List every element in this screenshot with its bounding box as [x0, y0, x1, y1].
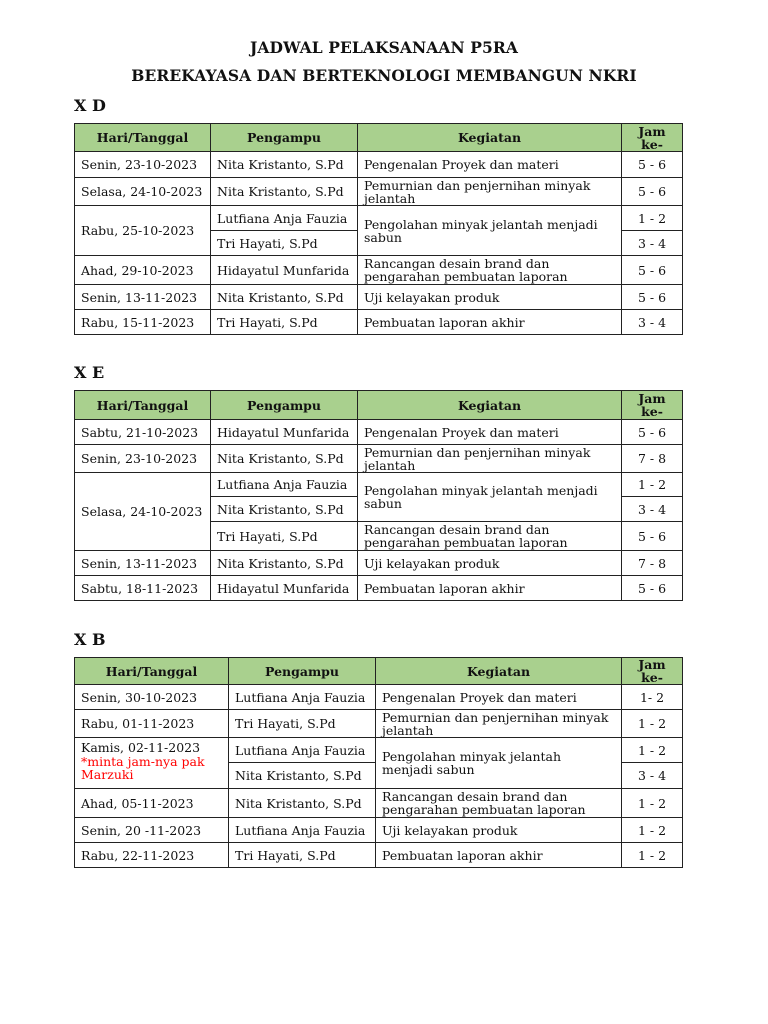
cell-pengampu: Tri Hayati, S.Pd — [211, 310, 358, 335]
cell-pengampu: Nita Kristanto, S.Pd — [211, 152, 358, 178]
cell-kegiatan: Rancangan desain brand dan pengarahan pembuatan laporan — [358, 522, 622, 551]
cell-pengampu: Tri Hayati, S.Pd — [211, 231, 358, 256]
cell-kegiatan: Pengolahan minyak jelantah menjadi sabun — [358, 473, 622, 522]
table-row — [75, 285, 683, 310]
header-hari-tanggal: Hari/Tanggal — [75, 124, 211, 152]
cell-jam: 5 - 6 — [622, 285, 683, 310]
cell-jam: 1 - 2 — [622, 710, 683, 738]
table-row — [75, 420, 683, 445]
cell-pengampu: Nita Kristanto, S.Pd — [211, 285, 358, 310]
cell-kegiatan: Rancangan desain brand dan pengarahan pembuatan laporan — [376, 789, 622, 818]
header-kegiatan: Kegiatan — [358, 124, 622, 152]
cell-pengampu: Nita Kristanto, S.Pd — [229, 763, 376, 789]
table-row — [75, 473, 683, 497]
cell-pengampu: Hidayatul Munfarida — [211, 420, 358, 445]
cell-jam: 3 - 4 — [622, 497, 683, 522]
table-row — [75, 256, 683, 285]
cell-jam: 3 - 4 — [622, 231, 683, 256]
cell-tanggal: Senin, 23-10-2023 — [75, 445, 211, 473]
cell-pengampu: Lutfiana Anja Fauzia — [211, 206, 358, 231]
cell-tanggal: Sabtu, 18-11-2023 — [75, 576, 211, 601]
cell-kegiatan: Uji kelayakan produk — [358, 551, 622, 576]
cell-jam: 7 - 8 — [622, 445, 683, 473]
cell-pengampu: Tri Hayati, S.Pd — [229, 843, 376, 868]
cell-kegiatan: Pemurnian dan penjernihan minyak jelantah — [358, 178, 622, 206]
cell-jam: 7 - 8 — [622, 551, 683, 576]
cell-pengampu: Lutfiana Anja Fauzia — [211, 473, 358, 497]
cell-pengampu: Nita Kristanto, S.Pd — [211, 551, 358, 576]
schedule-table-xe — [74, 390, 683, 601]
cell-tanggal: Rabu, 15-11-2023 — [75, 310, 211, 335]
table-row — [75, 152, 683, 178]
table-row — [75, 818, 683, 843]
table-row — [75, 738, 683, 763]
table-row — [75, 310, 683, 335]
cell-tanggal: Senin, 13-11-2023 — [75, 551, 211, 576]
document-title: JADWAL PELAKSANAAN P5RA — [249, 38, 519, 57]
cell-kegiatan: Pemurnian dan penjernihan minyak jelantah — [376, 710, 622, 738]
cell-kegiatan: Pengolahan minyak jelantah menjadi sabun — [376, 738, 622, 789]
header-jam-ke: Jam ke- — [622, 658, 683, 685]
cell-tanggal: Sabtu, 21-10-2023 — [75, 420, 211, 445]
header-kegiatan: Kegiatan — [358, 391, 622, 420]
cell-tanggal: Senin, 20 -11-2023 — [75, 818, 229, 843]
cell-tanggal: Rabu, 22-11-2023 — [75, 843, 229, 868]
table-row — [75, 576, 683, 601]
cell-pengampu: Lutfiana Anja Fauzia — [229, 685, 376, 710]
cell-tanggal: Rabu, 01-11-2023 — [75, 710, 229, 738]
cell-jam: 1- 2 — [622, 685, 683, 710]
cell-jam: 5 - 6 — [622, 522, 683, 551]
cell-jam: 1 - 2 — [622, 843, 683, 868]
cell-pengampu: Tri Hayati, S.Pd — [211, 522, 358, 551]
cell-kegiatan: Pembuatan laporan akhir — [358, 310, 622, 335]
cell-pengampu: Tri Hayati, S.Pd — [229, 710, 376, 738]
cell-jam: 5 - 6 — [622, 178, 683, 206]
table-header-row — [75, 124, 683, 152]
cell-kegiatan: Pembuatan laporan akhir — [358, 576, 622, 601]
table-row — [75, 789, 683, 818]
table-header-row — [75, 658, 683, 685]
table-row — [75, 843, 683, 868]
schedule-table-xb — [74, 657, 683, 868]
cell-kegiatan: Pengenalan Proyek dan materi — [376, 685, 622, 710]
cell-pengampu: Nita Kristanto, S.Pd — [211, 497, 358, 522]
header-hari-tanggal: Hari/Tanggal — [75, 391, 211, 420]
cell-jam: 3 - 4 — [622, 763, 683, 789]
header-pengampu: Pengampu — [211, 391, 358, 420]
table-header-row — [75, 391, 683, 420]
cell-tanggal: Rabu, 25-10-2023 — [75, 206, 211, 256]
cell-tanggal: Ahad, 29-10-2023 — [75, 256, 211, 285]
cell-pengampu: Lutfiana Anja Fauzia — [229, 738, 376, 763]
cell-pengampu: Hidayatul Munfarida — [211, 576, 358, 601]
header-kegiatan: Kegiatan — [376, 658, 622, 685]
cell-jam: 1 - 2 — [622, 206, 683, 231]
header-jam-ke: Jam ke- — [622, 124, 683, 152]
cell-kegiatan: Rancangan desain brand dan pengarahan pembuatan laporan — [358, 256, 622, 285]
cell-jam: 1 - 2 — [622, 738, 683, 763]
table-row — [75, 445, 683, 473]
section-label-xe: X E — [74, 363, 105, 382]
cell-pengampu: Nita Kristanto, S.Pd — [211, 178, 358, 206]
cell-jam: 1 - 2 — [622, 473, 683, 497]
cell-pengampu: Nita Kristanto, S.Pd — [211, 445, 358, 473]
cell-kegiatan: Pembuatan laporan akhir — [376, 843, 622, 868]
table-row — [75, 551, 683, 576]
header-hari-tanggal: Hari/Tanggal — [75, 658, 229, 685]
cell-jam: 3 - 4 — [622, 310, 683, 335]
schedule-table-xd — [74, 123, 683, 335]
cell-tanggal: Ahad, 05-11-2023 — [75, 789, 229, 818]
cell-kegiatan: Pengenalan Proyek dan materi — [358, 152, 622, 178]
cell-tanggal: Senin, 30-10-2023 — [75, 685, 229, 710]
header-pengampu: Pengampu — [229, 658, 376, 685]
cell-jam: 5 - 6 — [622, 256, 683, 285]
cell-pengampu: Hidayatul Munfarida — [211, 256, 358, 285]
cell-jam: 5 - 6 — [622, 152, 683, 178]
table-row — [75, 178, 683, 206]
section-label-xb: X B — [74, 630, 106, 649]
cell-tanggal: Selasa, 24-10-2023 — [75, 178, 211, 206]
header-jam-ke: Jam ke- — [622, 391, 683, 420]
cell-pengampu: Lutfiana Anja Fauzia — [229, 818, 376, 843]
document-subtitle: BEREKAYASA DAN BERTEKNOLOGI MEMBANGUN NKRI — [131, 66, 637, 85]
cell-kegiatan: Uji kelayakan produk — [358, 285, 622, 310]
cell-tanggal: Senin, 13-11-2023 — [75, 285, 211, 310]
table-row — [75, 206, 683, 231]
cell-tanggal: Selasa, 24-10-2023 — [75, 473, 211, 551]
cell-tanggal — [75, 738, 229, 789]
cell-kegiatan: Pengolahan minyak jelantah menjadi sabun — [358, 206, 622, 256]
header-pengampu: Pengampu — [211, 124, 358, 152]
cell-jam: 1 - 2 — [622, 818, 683, 843]
table-row — [75, 710, 683, 738]
note-text: *minta jam-nya pak Marzuki — [81, 754, 205, 782]
cell-jam: 1 - 2 — [622, 789, 683, 818]
cell-kegiatan: Uji kelayakan produk — [376, 818, 622, 843]
section-label-xd: X D — [74, 96, 106, 115]
cell-tanggal: Senin, 23-10-2023 — [75, 152, 211, 178]
cell-pengampu: Nita Kristanto, S.Pd — [229, 789, 376, 818]
table-row — [75, 685, 683, 710]
cell-jam: 5 - 6 — [622, 420, 683, 445]
cell-kegiatan: Pemurnian dan penjernihan minyak jelantah — [358, 445, 622, 473]
cell-jam: 5 - 6 — [622, 576, 683, 601]
tanggal-text: Kamis, 02-11-2023 — [81, 740, 201, 755]
cell-kegiatan: Pengenalan Proyek dan materi — [358, 420, 622, 445]
